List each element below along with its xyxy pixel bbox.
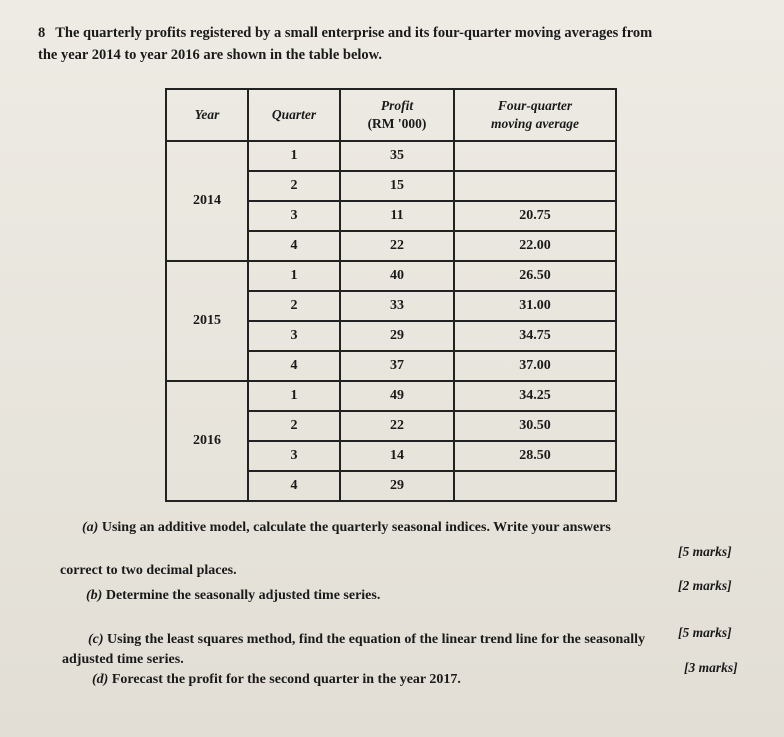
part-a-text: Using an additive model, calculate the quarterly seasonal indices. Write your answers — [101, 520, 611, 535]
table-row — [166, 261, 616, 291]
profit-cell: 15 — [340, 171, 454, 201]
table-row — [166, 381, 616, 411]
quarter-cell: 2 — [248, 291, 340, 321]
year-cell: 2016 — [166, 381, 248, 501]
profit-cell: 33 — [340, 291, 454, 321]
part-d-line1 — [92, 670, 461, 690]
header-profit-line1: Profit — [380, 98, 414, 113]
moving-average-cell: 31.00 — [454, 291, 616, 321]
quarter-cell: 4 — [248, 231, 340, 261]
header-quarter: Quarter — [248, 89, 340, 141]
moving-average-cell: 26.50 — [454, 261, 616, 291]
quarter-cell: 4 — [248, 351, 340, 381]
moving-average-cell: 22.00 — [454, 231, 616, 261]
profit-cell: 29 — [340, 471, 454, 501]
profit-cell: 14 — [340, 441, 454, 471]
moving-average-cell: 37.00 — [454, 351, 616, 381]
profit-cell: 11 — [340, 201, 454, 231]
moving-average-cell: 34.25 — [454, 381, 616, 411]
intro-line-2: the year 2014 to year 2016 are shown in the table below. — [38, 47, 382, 63]
part-d-marks: [3 marks] — [684, 660, 738, 675]
moving-average-cell — [454, 141, 616, 171]
year-cell: 2015 — [166, 261, 248, 381]
profit-cell: 22 — [340, 411, 454, 441]
table-header-row — [166, 89, 616, 141]
moving-average-cell: 20.75 — [454, 201, 616, 231]
intro-line-1: The quarterly profits registered by a small enterprise and its four-quarter moving averages from — [55, 25, 653, 41]
question-intro — [38, 22, 738, 66]
profit-cell: 35 — [340, 141, 454, 171]
header-ma-line2: moving average — [490, 116, 580, 131]
part-d-text: Forecast the profit for the second quarter in the year 2017. — [111, 672, 461, 687]
part-b-text: Determine the seasonally adjusted time series. — [105, 588, 381, 603]
quarter-cell: 1 — [248, 141, 340, 171]
moving-average-cell: 34.75 — [454, 321, 616, 351]
question-number: 8 — [38, 25, 46, 41]
profit-cell: 22 — [340, 231, 454, 261]
moving-average-cell — [454, 471, 616, 501]
part-a-marks: [5 marks] — [678, 544, 732, 559]
part-d-label: (d) — [92, 672, 109, 687]
header-profit-line2: (RM '000) — [367, 116, 427, 131]
quarter-cell: 1 — [248, 261, 340, 291]
quarter-cell: 3 — [248, 321, 340, 351]
part-b-label: (b) — [86, 588, 103, 603]
part-c-marks: [5 marks] — [678, 625, 732, 640]
profit-cell: 29 — [340, 321, 454, 351]
quarter-cell: 2 — [248, 171, 340, 201]
quarter-cell: 1 — [248, 381, 340, 411]
header-profit — [340, 89, 454, 141]
part-c-text: Using the least squares method, find the equation of the linear trend line for the seasonally — [107, 632, 646, 647]
quarter-cell: 3 — [248, 201, 340, 231]
quarter-cell: 2 — [248, 411, 340, 441]
part-c-line1 — [88, 630, 645, 650]
profit-cell: 40 — [340, 261, 454, 291]
header-moving-average — [454, 89, 616, 141]
part-a-line1 — [82, 518, 611, 538]
profit-table — [165, 88, 617, 502]
quarter-cell: 3 — [248, 441, 340, 471]
profit-cell: 49 — [340, 381, 454, 411]
moving-average-cell — [454, 171, 616, 201]
moving-average-cell: 28.50 — [454, 441, 616, 471]
part-c-label: (c) — [88, 632, 104, 647]
part-c-line2: adjusted time series. — [62, 652, 184, 667]
part-b-marks: [2 marks] — [678, 578, 732, 593]
year-cell: 2014 — [166, 141, 248, 261]
part-a-label: (a) — [82, 520, 99, 535]
moving-average-cell: 30.50 — [454, 411, 616, 441]
table-row — [166, 141, 616, 171]
part-a-line2: correct to two decimal places. — [60, 563, 237, 578]
profit-cell: 37 — [340, 351, 454, 381]
header-year: Year — [166, 89, 248, 141]
part-b-line1 — [86, 586, 380, 606]
header-ma-line1: Four-quarter — [497, 98, 573, 113]
quarter-cell: 4 — [248, 471, 340, 501]
